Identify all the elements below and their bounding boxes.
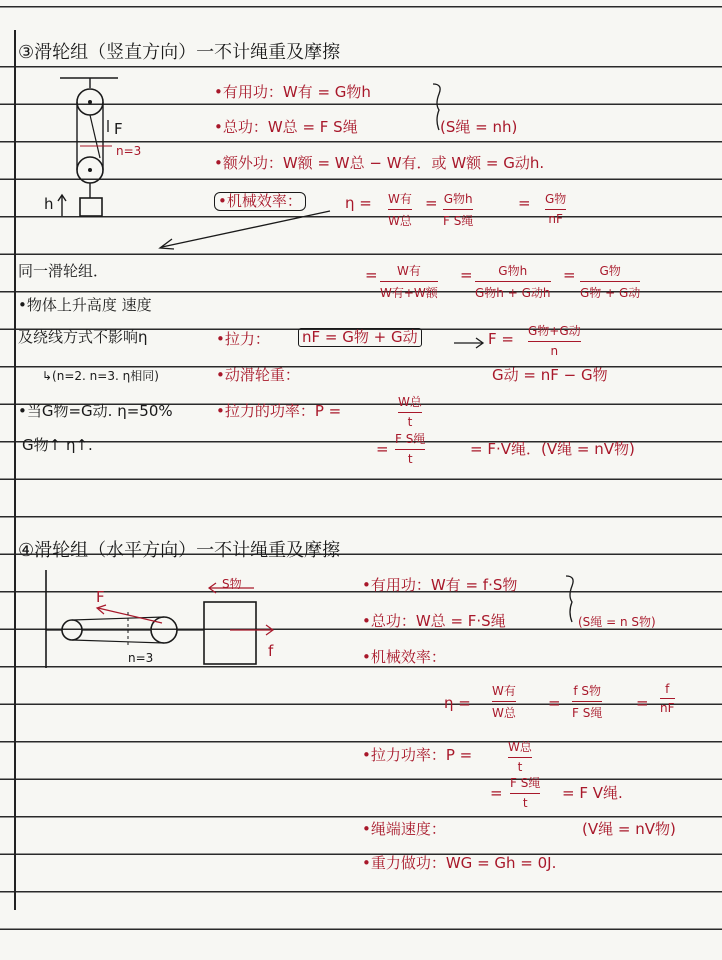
eta4-frac1-den: W总 [492, 706, 516, 721]
eta3-frac5-den: G物h + G动h [475, 286, 551, 301]
power4-frac2-num: F S绳 [510, 776, 541, 790]
eta3-frac2 [443, 190, 473, 229]
horizontal-pulley-diagram [42, 570, 342, 670]
eta3-frac6-num: G物 [599, 264, 621, 278]
gravity-work: •重力做功：WG = Gh = 0J. [362, 854, 557, 872]
eta3-frac3-den: nF [548, 212, 563, 227]
eta4-frac1 [492, 682, 516, 721]
moving-pulley-eq: G动 = nF − G物 [492, 366, 608, 384]
pull-label: •拉力： [216, 330, 270, 348]
eta3-frac4-num: W有 [396, 264, 421, 278]
equals: = [490, 784, 503, 802]
useful-work-4: •有用功：W有 = f·S物 [362, 576, 518, 594]
s-relation-4: (S绳 = n S物) [578, 615, 656, 629]
equals: = [518, 194, 531, 212]
eta4-frac3-den: nF [660, 701, 675, 716]
n-label: n=3 [116, 144, 142, 158]
eta-4: η = [444, 694, 471, 712]
equals: = [563, 266, 576, 284]
note-line1: •物体上升高度 速度 [18, 296, 152, 314]
equals: = [548, 694, 561, 712]
force-label: F [114, 120, 123, 138]
useful-work-3: •有用功：W有 = G物h [214, 83, 371, 101]
power3-frac2 [395, 430, 425, 466]
extra-work-3: •额外功：W额 = W总 − W有．或 W额 = G动h. [214, 154, 545, 172]
rope-speed-eq: (V绳 = nV物) [582, 820, 676, 838]
total-work-4: •总功：W总 = F·S绳 [362, 612, 506, 630]
eta4-frac3-num: f [665, 682, 670, 696]
power4-frac-den: t [517, 760, 523, 775]
eta4-frac2 [572, 682, 602, 721]
eta3-frac3-num: G物 [545, 192, 567, 206]
power4-frac [508, 738, 532, 774]
section3-title: ③滑轮组（竖直方向）一不计绳重及摩擦 [18, 42, 341, 63]
margin-line [14, 30, 16, 910]
pull-frac [528, 322, 581, 358]
power3-frac2-num: F S绳 [395, 432, 426, 446]
rope-speed-label: •绳端速度： [362, 820, 446, 838]
section4-title: ④滑轮组（水平方向）一不计绳重及摩擦 [18, 540, 341, 561]
eta3-frac1-den: W总 [388, 214, 412, 229]
note-same-group: 同一滑轮组． [18, 262, 109, 280]
friction-label: f [268, 642, 274, 660]
equals: = [460, 266, 473, 284]
power4-frac2 [510, 774, 540, 810]
s-object-label: S物 [222, 577, 242, 591]
s-relation-3: (S绳 = nh) [440, 118, 518, 136]
force-label-4: F [96, 588, 105, 606]
equals: = [636, 694, 649, 712]
pull-result: F = [488, 330, 514, 348]
power3-frac-den: t [407, 415, 413, 430]
power-label-4: •拉力功率：P = [362, 746, 473, 764]
note-line4: •当G物=G动. η=50% [18, 402, 173, 420]
pull-equation: nF = G物 + G动 [298, 328, 422, 347]
power3-frac-num: W总 [398, 395, 422, 409]
pointer-arrow [150, 205, 340, 255]
h-label: h [44, 195, 54, 213]
eta3-frac6-den: G物 + G动 [580, 286, 641, 301]
eta3-frac1-num: W有 [388, 192, 412, 206]
eta-3: η = [345, 194, 372, 212]
power4-frac2-den: t [522, 796, 528, 811]
power3-frac [398, 393, 422, 429]
power4-frac-num: W总 [508, 740, 532, 754]
eta3-frac3 [545, 190, 566, 226]
eta3-frac4 [380, 262, 438, 301]
eta3-frac2-num: G物h [443, 192, 473, 206]
eta3-frac2-den: F S绳 [443, 214, 474, 229]
eta4-frac1-num: W有 [492, 684, 516, 698]
pull-frac-num: G物+G动 [528, 324, 581, 338]
eta3-frac5 [475, 262, 551, 301]
note-line2: 及绕线方式不影响η [18, 328, 148, 346]
power-label-3: •拉力的功率：P = [216, 402, 342, 420]
equals: = [425, 194, 438, 212]
eta3-frac5-num: G物h [498, 264, 528, 278]
equals: = [376, 440, 389, 458]
eta4-frac2-num: f S物 [573, 684, 601, 698]
power4-eq2-rest: = F V绳. [562, 784, 623, 802]
note-line5: G物↑ η↑. [22, 436, 93, 454]
eta4-frac2-den: F S绳 [572, 706, 603, 721]
right-arrow [452, 336, 492, 350]
n-label-4: n=3 [128, 651, 154, 665]
power3-frac2-den: t [407, 452, 413, 467]
pull-frac-den: n [550, 344, 559, 359]
eta3-frac4-den: W有+W额 [380, 286, 438, 301]
eta4-frac3 [660, 682, 675, 715]
efficiency-label-4: •机械效率： [362, 648, 446, 666]
eta3-frac1 [388, 190, 412, 229]
moving-pulley-label: •动滑轮重： [216, 366, 300, 384]
note-line3: ↳(n=2. n=3. η相同) [42, 369, 159, 383]
equals: = [365, 266, 378, 284]
power3-eq2-rest: = F·V绳．(V绳 = nV物) [470, 440, 635, 458]
eta3-frac6 [580, 262, 640, 301]
total-work-3: •总功：W总 = F S绳 [214, 118, 358, 136]
efficiency-label-3: •机械效率： [214, 192, 306, 211]
